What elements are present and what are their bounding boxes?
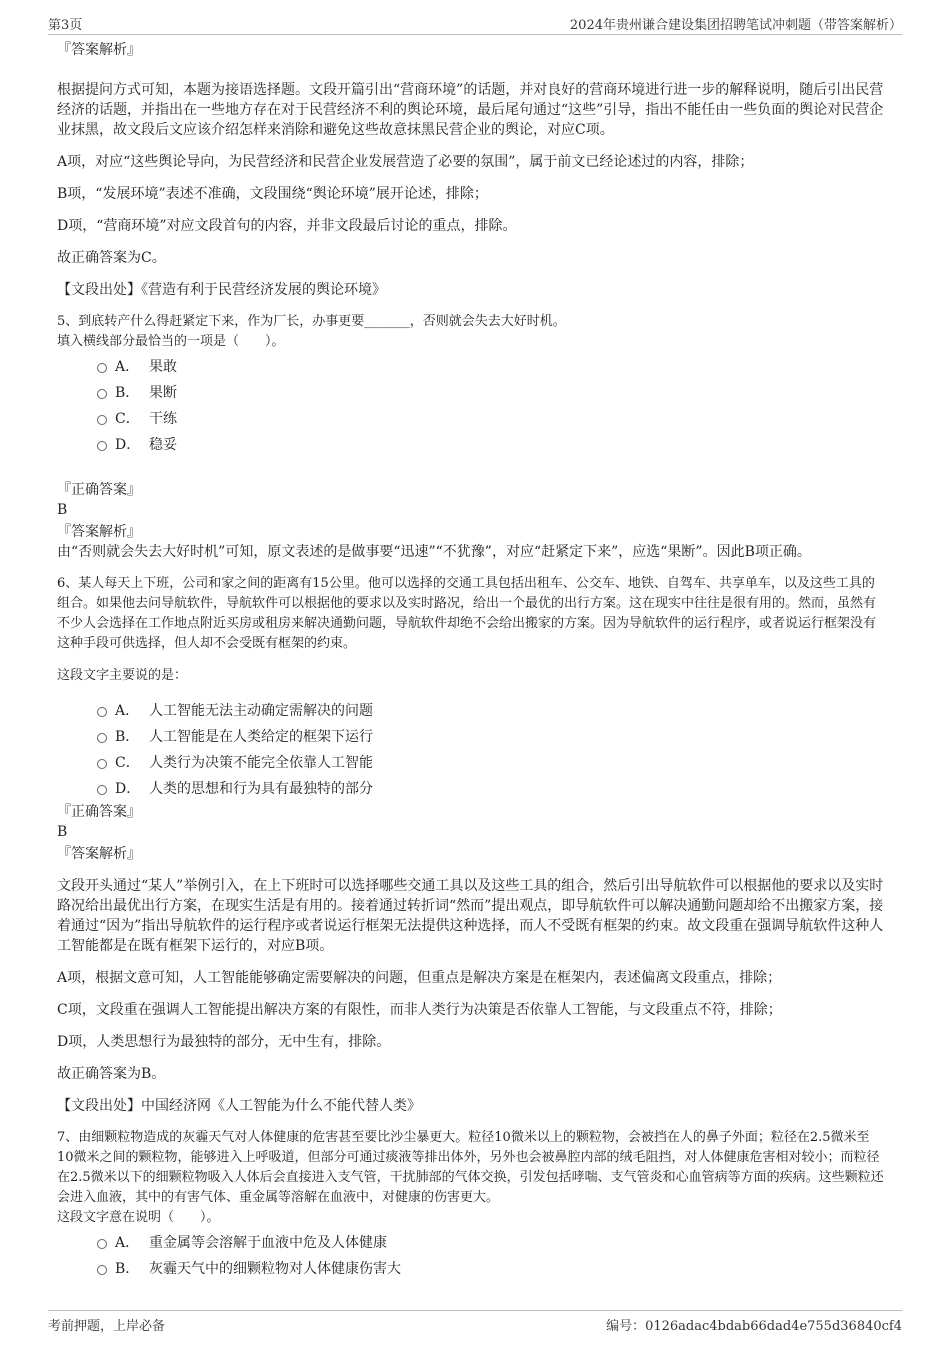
question-7-options [95,1230,884,1282]
question-5-stem: 5、到底转产什么得赶紧定下来，作为厂长，办事更要_______，否则就会失去大好时机。 [57,314,566,329]
correct-answer: B [57,502,68,518]
question-5-options [95,354,884,458]
radio-icon[interactable] [97,785,107,795]
document-id: 编号：0126adac4bdab66dad4e755d36840cf4 [606,1319,902,1334]
option-a[interactable]: A． 人工智能无法主动确定需解决的问题 [95,698,884,724]
option-d-analysis: D项，人类思想行为最独特的部分，无中生有，排除。 [57,1034,391,1050]
footer-slogan: 考前押题，上岸必备 [48,1319,166,1334]
radio-icon[interactable] [97,1265,107,1275]
analysis-label: 『答案解析』 [57,524,141,540]
option-b[interactable]: B． 人工智能是在人类给定的框架下运行 [95,724,884,750]
page-footer [48,1310,902,1335]
source-citation: 【文段出处】《营造有利于民营经济发展的舆论环境》 [57,282,386,298]
option-d-analysis: D项，“营商环境”对应文段首句的内容，并非文段最后讨论的重点，排除。 [57,218,517,234]
radio-icon[interactable] [97,441,107,451]
option-a[interactable]: A． 果敢 [95,354,884,380]
option-a[interactable]: A． 重金属等会溶解于血液中危及人体健康 [95,1230,884,1256]
radio-icon[interactable] [97,389,107,399]
page-header [48,12,902,35]
option-b-analysis: B项，“发展环境”表述不准确，文段围绕“舆论环境”展开论述，排除； [57,186,488,202]
option-c[interactable]: C． 人类行为决策不能完全依靠人工智能 [95,750,884,776]
option-d[interactable]: D． 稳妥 [95,432,884,458]
document-title: 2024年贵州谦合建设集团招聘笔试冲刺题（带答案解析） [569,18,902,33]
radio-icon[interactable] [97,363,107,373]
option-c-analysis: C项，文段重在强调人工智能提出解决方案的有限性，而非人类行为决策是否依靠人工智能，与文段重点不符，排除； [57,1002,782,1018]
option-b[interactable]: B． 果断 [95,380,884,406]
page-number: 第3页 [48,18,83,33]
option-a-analysis: A项，根据文意可知，人工智能能够确定需要解决的问题，但重点是解决方案是在框架内，表述偏离文段重点，排除； [57,970,782,986]
correct-answer-label: 『正确答案』 [57,804,141,820]
question-7-stem: 7、由细颗粒物造成的灰霾天气对人体健康的危害甚至要比沙尘暴更大。粒径10微米以上的颗粒物，会被挡在人的鼻子外面；粒径在2.5微米至10微米之间的颗粒物，能够进入上呼吸道，但部分可通过痰液等排出体外，另外也会被鼻腔内部的绒毛阻挡，对人体健康危害相对较小；而粒径在2.5微米以下的细颗粒物吸入人体后会直接进入支气管，干扰肺部的气体交换，引发包括哮喘、支气管炎和心血管病等方面的疾病。这些颗粒还会进入血液，其中的有害气体、重金属等溶解在血液中，对健康的伤害更大。 [57,1130,884,1205]
radio-icon[interactable] [97,707,107,717]
analysis-label: 『答案解析』 [57,846,141,862]
question-5-prompt: 填入横线部分最恰当的一项是（ ）。 [57,334,285,349]
analysis-text: 文段开头通过“某人”举例引入，在上下班时可以选择哪些交通工具以及这些工具的组合，然后引出导航软件可以根据他的要求以及实时路况给出最优出行方案，在现实生活是有用的。接着通过转折词“然而”提出观点，即导航软件可以解决通勤问题却给不出搬家方案，接着通过“因为”指出导航软件的运行程序或者说运行框架无法提供这种选择，而人不受既有框架的约束。故文段重在强调导航软件这种人工智能都是在既有框架下运行的，对应B项。 [57,878,884,954]
answer-conclusion: 故正确答案为B。 [57,1066,166,1082]
option-a-analysis: A项，对应“这些舆论导向，为民营经济和民营企业发展营造了必要的氛围”，属于前文已经论述过的内容，排除； [57,154,754,170]
radio-icon[interactable] [97,1239,107,1249]
question-7-prompt: 这段文字意在说明（ ）。 [57,1210,220,1225]
option-c[interactable]: C． 干练 [95,406,884,432]
correct-answer: B [57,824,68,840]
document-body [57,40,884,1282]
option-d[interactable]: D． 人类的思想和行为具有最独特的部分 [95,776,884,802]
question-6-stem: 6、某人每天上下班，公司和家之间的距离有15公里。他可以选择的交通工具包括出租车、公交车、地铁、自驾车、共享单车，以及这些工具的组合。如果他去问导航软件，导航软件可以根据他的要求以及实时路况，给出一个最优的出行方案。这在现实中往往是很有用的。然而，虽然有不少人会选择在工作地点附近买房或租房来解决通勤问题，导航软件却绝不会给出搬家的方案。因为导航软件的运行程序，或者说运行框架没有这种手段可供选择，但人却不会受既有框架的约束。 [57,576,877,651]
question-6-prompt: 这段文字主要说的是： [57,668,188,683]
analysis-text: 根据提问方式可知，本题为接语选择题。文段开篇引出“营商环境”的话题，并对良好的营商环境进行进一步的解释说明，随后引出民营经济的话题，并指出在一些地方存在对于民营经济不利的舆论环境，最后尾句通过“这些”引导，指出不能任由一些负面的舆论对民营企业抹黑，故文段后文应该介绍怎样来消除和避免这些故意抹黑民营企业的舆论，对应C项。 [57,82,884,138]
radio-icon[interactable] [97,415,107,425]
correct-answer-label: 『正确答案』 [57,482,141,498]
analysis-text: 由“否则就会失去大好时机”可知，原文表述的是做事要“迅速”“不犹豫”，对应“赶紧定下来”，应选“果断”。因此B项正确。 [57,544,811,560]
question-6-options [95,698,884,802]
option-b[interactable]: B． 灰霾天气中的细颗粒物对人体健康伤害大 [95,1256,884,1282]
radio-icon[interactable] [97,759,107,769]
radio-icon[interactable] [97,733,107,743]
analysis-label: 『答案解析』 [57,42,141,58]
answer-conclusion: 故正确答案为C。 [57,250,166,266]
source-citation: 【文段出处】中国经济网《人工智能为什么不能代替人类》 [57,1098,421,1114]
